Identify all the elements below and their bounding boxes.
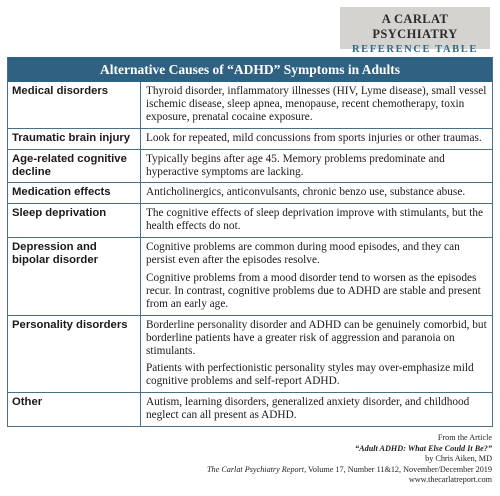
citation-website[interactable]: www.thecarlatreport.com bbox=[408, 475, 492, 485]
table-row bbox=[8, 149, 492, 183]
row-label: Depression and bipolar disorder bbox=[8, 238, 141, 315]
table-row bbox=[8, 315, 492, 393]
row-description bbox=[141, 183, 492, 203]
description-paragraph: Thyroid disorder, inflammatory illnesses (HIV, Lyme disease), small vessel ischemic disease, sleep apnea, menopause, recent chemotherapy, toxin exposure, prenatal cocaine exposure. bbox=[146, 85, 487, 123]
row-description bbox=[141, 238, 492, 315]
description-paragraph: Cognitive problems from a mood disorder tend to worsen as the episodes recur. In contrast, cognitive problems due to ADHD are stable and present from an early age. bbox=[146, 271, 481, 310]
table-row bbox=[8, 203, 492, 237]
source-citation bbox=[207, 433, 492, 486]
citation-intro: From the Article bbox=[437, 433, 492, 442]
row-label: Medical disorders bbox=[8, 82, 141, 128]
badge-brand: A CARLAT PSYCHIATRY bbox=[372, 12, 458, 41]
row-description bbox=[141, 129, 492, 149]
row-description bbox=[141, 204, 492, 237]
description-paragraph: Anticholinergics, anticonvulsants, chronic benzo use, substance abuse. bbox=[146, 186, 466, 199]
citation-journal-line bbox=[207, 465, 492, 476]
row-label: Medication effects bbox=[8, 183, 141, 203]
reference-table-badge bbox=[340, 7, 490, 55]
row-label: Personality disorders bbox=[8, 316, 141, 393]
description-paragraph: Patients with perfectionistic personality styles may over-emphasize mild cognitive problems and self-report ADHD. bbox=[146, 362, 474, 388]
table-row bbox=[8, 237, 492, 315]
citation-article-title: “Adult ADHD: What Else Could It Be?” bbox=[355, 443, 492, 453]
row-description bbox=[141, 316, 492, 393]
description-paragraph: The cognitive effects of sleep deprivation improve with stimulants, but the health effects do not. bbox=[146, 207, 484, 233]
description-paragraph: Typically begins after age 45. Memory problems predominate and hyperactive symptoms are lacking. bbox=[146, 152, 445, 178]
description-paragraph: Autism, learning disorders, generalized anxiety disorder, and childhood neglect can all present as ADHD. bbox=[146, 396, 470, 422]
table-title: Alternative Causes of “ADHD” Symptoms in Adults bbox=[8, 57, 492, 82]
description-paragraph: Look for repeated, mild concussions from sports injuries or other traumas. bbox=[146, 131, 482, 144]
citation-journal: The Carlat Psychiatry Report bbox=[206, 464, 305, 474]
description-paragraph: Borderline personality disorder and ADHD can be genuinely comorbid, but borderline patients have a greater risk of aggression and paranoia on stimulants. bbox=[146, 318, 487, 357]
badge-subtitle: REFERENCE TABLE bbox=[351, 44, 478, 55]
row-description bbox=[141, 393, 492, 426]
row-label: Traumatic brain injury bbox=[8, 129, 141, 149]
row-label: Sleep deprivation bbox=[8, 204, 141, 237]
table-row bbox=[8, 82, 492, 128]
description-paragraph: Cognitive problems are common during mood episodes, and they can persist even after the episodes resolve. bbox=[146, 241, 460, 267]
table-row bbox=[8, 392, 492, 426]
table-row bbox=[8, 128, 492, 149]
row-description bbox=[141, 150, 492, 183]
row-label: Other bbox=[8, 393, 141, 426]
reference-table bbox=[7, 57, 493, 427]
table-row bbox=[8, 182, 492, 203]
citation-author: by Chris Aiken, MD bbox=[425, 454, 492, 464]
table-body bbox=[8, 82, 492, 426]
row-label: Age-related cognitive decline bbox=[8, 150, 141, 183]
row-description bbox=[141, 82, 492, 128]
citation-volume: , Volume 17, Number 11&12, November/December 2019 bbox=[304, 464, 492, 474]
